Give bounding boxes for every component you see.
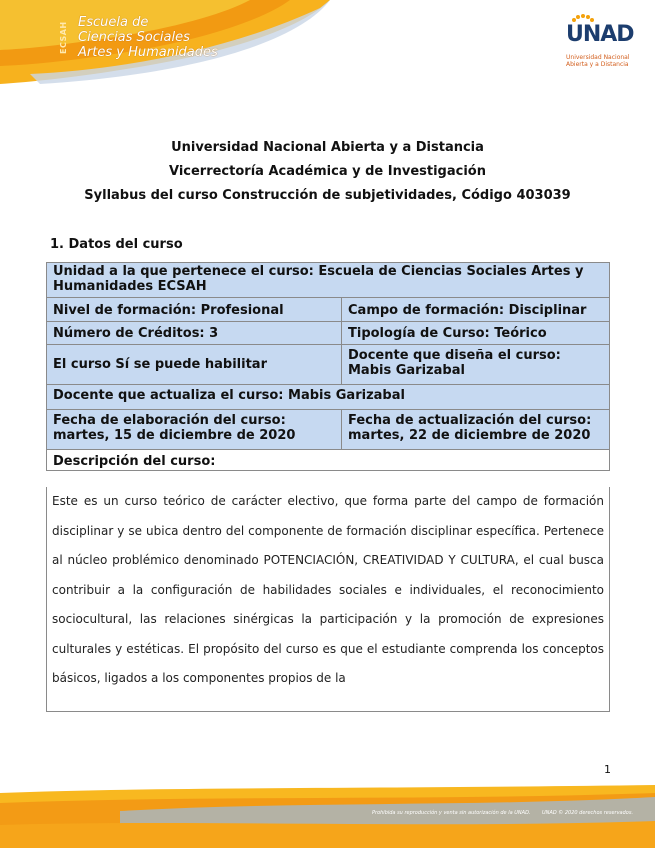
document-titles [0,136,655,208]
cell-unit: Unidad a la que pertenece el curso: Escuela de Ciencias Sociales Artes y Humanidades ECSAH [47,263,610,298]
cell-credits: Número de Créditos: 3 [47,322,342,345]
school-line-1: Escuela de [78,15,149,30]
cell-created: Fecha de elaboración del curso: martes, 15 de diciembre de 2020 [47,410,342,450]
logo-subtitle-2: Abierta y a Distancia [566,61,629,68]
footer-notice: Prohibida su reproducción y venta sin autorización de la UNAD. [372,810,531,816]
logo-wordmark: UNAD [566,22,634,47]
cell-updated: Fecha de actualización del curso: martes, 22 de diciembre de 2020 [342,410,610,450]
school-acronym: ECSAH [59,21,68,55]
title-vicerrectoria: Vicerrectoría Académica y de Investigación [168,164,486,179]
school-name [78,15,218,60]
title-syllabus: Syllabus del curso Construcción de subjetividades, Código 403039 [84,188,571,203]
school-line-3: Artes y Humanidades [78,45,218,60]
logo-subtitle-1: Universidad Nacional [566,54,630,61]
cell-designer: Docente que diseña el curso: Mabis Garizabal [342,345,610,385]
cell-description-heading: Descripción del curso: [47,450,610,471]
school-line-2: Ciencias Sociales [78,30,190,45]
course-data-table [46,262,610,471]
course-description: Este es un curso teórico de carácter electivo, que forma parte del campo de formación disciplinar y se ubica dentro del componente de formación disciplinar específica. Pertenece al núcleo problémico denominado POTENCIACIÓN, CREATIVIDAD Y CULTURA, el cual busca contribuir a la configuración de habilidades sociales e individuales, el reconocimiento sociocultural, las relaciones sinérgicas la participación y la promoción de expresiones culturales y estéticas. El propósito del curso es que el estudiante comprenda los conceptos básicos, ligados a los componentes propios de la [52,494,604,685]
cell-typology: Tipología de Curso: Teórico [342,322,610,345]
cell-updater: Docente que actualiza el curso: Mabis Garizabal [47,385,610,410]
section-heading: 1. Datos del curso [50,237,183,252]
logo-subtitle [566,54,630,68]
page-number: 1 [604,763,611,776]
cell-level: Nivel de formación: Profesional [47,298,342,322]
cell-field: Campo de formación: Disciplinar [342,298,610,322]
cell-enable: El curso Sí se puede habilitar [47,345,342,385]
footer-banner [0,785,655,848]
title-university: Universidad Nacional Abierta y a Distancia [171,140,484,155]
description-box [46,487,610,712]
footer-copyright: UNAD © 2020 derechos reservados. [542,810,634,816]
